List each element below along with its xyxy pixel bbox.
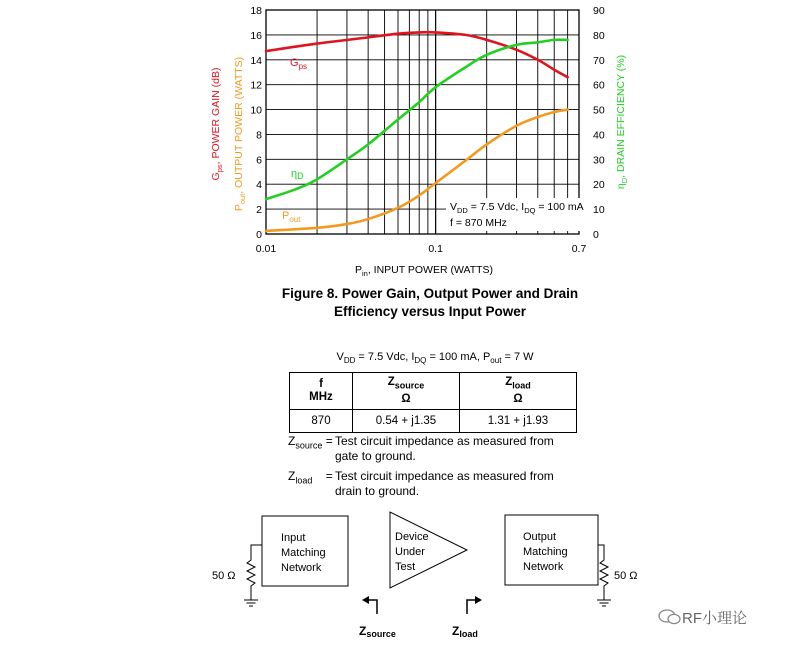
x-axis-label: $P_{in}$, INPUT POWER (WATTS) <box>354 264 494 278</box>
series-line-2 <box>266 40 568 199</box>
left-tick-label: 6 <box>256 154 262 167</box>
x-tick-label: 0.01 <box>255 243 277 255</box>
zload-definition: $Z_{load}$ = Test circuit impedance as measured from drain to ground. <box>288 469 554 498</box>
output-matching-label: Output Matching Network <box>523 531 568 573</box>
right-tick-label: 40 <box>593 129 605 142</box>
right-tick-label: 20 <box>593 179 605 192</box>
impedance-diagram <box>0 500 804 652</box>
zload-arrow <box>467 600 476 614</box>
right-tick-label: 90 <box>593 5 605 17</box>
header-frequency: f MHz <box>290 373 353 410</box>
gain-efficiency-chart <box>0 0 804 290</box>
pout-series-label: $P_{out}$ <box>282 210 301 224</box>
right-tick-label: 80 <box>593 29 605 42</box>
left-axis-label-pout: $P_{out}$, OUTPUT POWER (WATTS) <box>233 56 247 212</box>
watermark <box>658 607 747 628</box>
test-conditions: $V_{DD} = 7.5$ Vdc, $I_{DQ} = 100$ mA, $P_{out} = 7$ W <box>336 351 534 366</box>
right-tick-label: 60 <box>593 79 605 92</box>
watermark-text: RF小理论 <box>682 610 747 627</box>
left-tick-label: 0 <box>256 229 262 241</box>
left-axis-label-gain: $G_{ps}$, POWER GAIN (dB) <box>210 67 224 181</box>
cell-zload: 1.31 + j1.93 <box>460 410 577 433</box>
header-zload: $Z_{load}$ Ω <box>460 373 577 410</box>
left-tick-label: 18 <box>250 5 262 17</box>
left-tick-label: 16 <box>250 29 262 42</box>
cell-zsource: 0.54 + j1.35 <box>353 410 460 433</box>
x-tick-label: 0.7 <box>571 243 587 255</box>
left-tick-label: 14 <box>250 54 262 67</box>
figure-caption-line2: Efficiency versus Input Power <box>333 304 527 319</box>
zload-arrowhead <box>475 596 482 604</box>
header-zsource: $Z_{source}$ Ω <box>353 373 460 410</box>
left-tick-label: 2 <box>256 204 262 217</box>
x-tick-label: 0.1 <box>428 243 443 255</box>
cell-frequency: 870 <box>290 410 353 433</box>
right-tick-label: 10 <box>593 204 605 217</box>
right-tick-label: 70 <box>593 54 605 67</box>
input-matching-label: Input Matching Network <box>281 532 326 574</box>
right-resistor <box>597 545 611 606</box>
impedance-table <box>289 372 577 433</box>
zload-label: Zload <box>452 624 478 639</box>
left-tick-label: 8 <box>256 129 262 142</box>
left-resistor-value: 50 Ω <box>212 570 236 582</box>
right-tick-label: 50 <box>593 104 605 117</box>
wechat-icon <box>658 609 682 625</box>
dut-label: Device Under Test <box>395 531 429 573</box>
figure-caption-line1: Figure 8. Power Gain, Output Power and Drain <box>281 286 579 301</box>
zsource-definition: $Z_{source}$ = Test circuit impedance as measured from gate to ground. <box>288 434 554 463</box>
table-header-row <box>290 373 577 410</box>
chart-annotation-line2: f = 870 MHz <box>450 217 507 229</box>
table-row <box>290 410 577 433</box>
left-tick-label: 10 <box>250 104 262 117</box>
chart-annotation-line1: $V_{DD} = 7.5$ Vdc, $I_{DQ} = 100$ mA <box>450 201 584 215</box>
right-resistor-value: 50 Ω <box>614 570 638 582</box>
gps-series-label: $G_{ps}$ <box>290 57 308 71</box>
left-tick-label: 12 <box>250 79 262 92</box>
right-tick-label: 0 <box>593 229 599 241</box>
eta-series-label: ηD <box>291 168 304 181</box>
series-line-0 <box>266 32 568 77</box>
figure-caption <box>220 285 640 321</box>
left-resistor <box>244 545 262 606</box>
zsource-label: Zsource <box>359 624 396 639</box>
zsource-arrow <box>368 600 377 614</box>
zsource-arrowhead <box>362 596 369 604</box>
left-tick-label: 4 <box>256 179 262 192</box>
right-tick-label: 30 <box>593 154 605 167</box>
right-axis-label-efficiency: $\eta_D$, DRAIN EFFICIENCY (%) <box>615 54 629 190</box>
